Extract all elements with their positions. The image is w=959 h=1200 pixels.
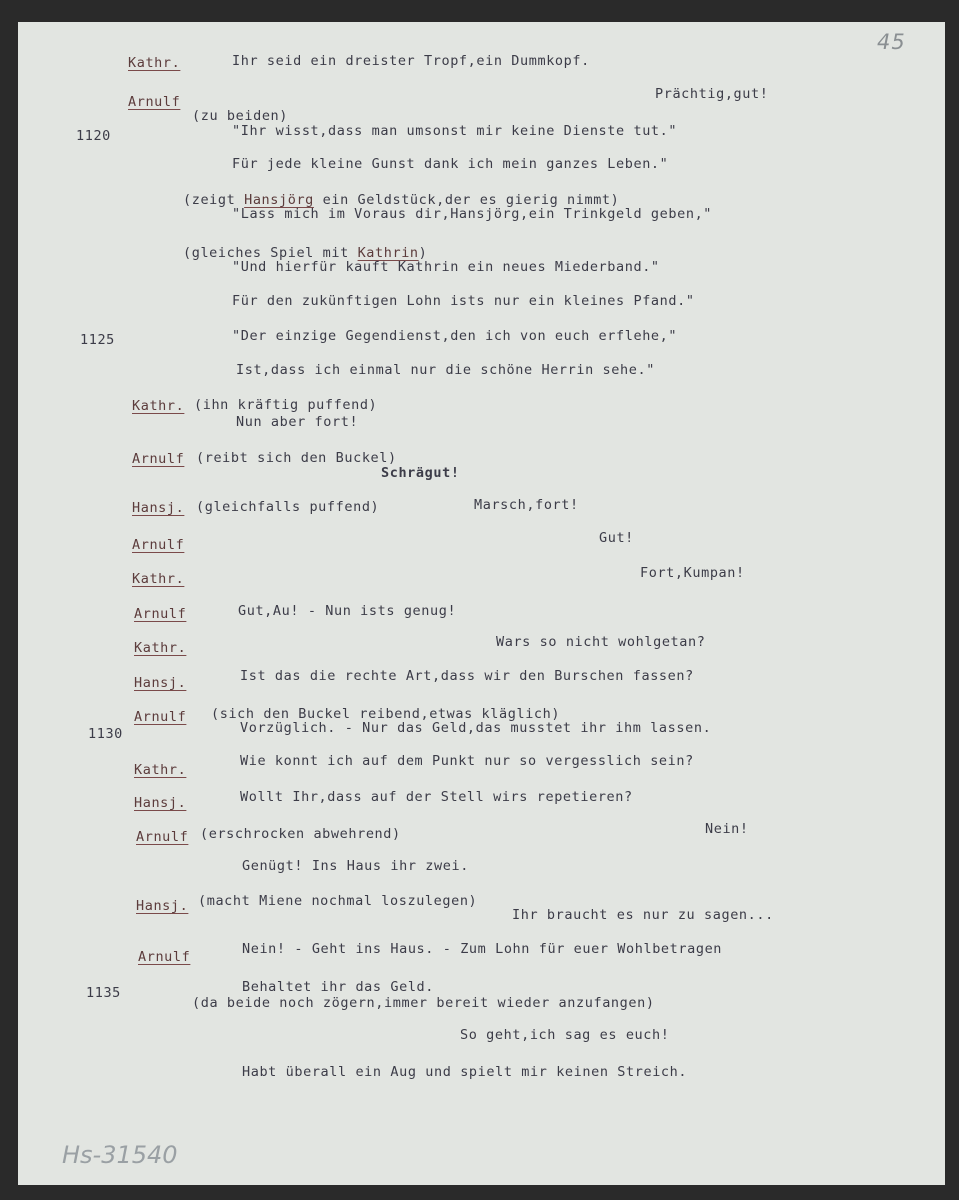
speaker-label: Arnulf <box>134 709 187 725</box>
dialogue-line: Schrägut! <box>381 465 460 481</box>
dialogue-line: Wie konnt ich auf dem Punkt nur so vergesslich sein? <box>240 753 694 769</box>
speaker-label: Arnulf <box>134 606 187 622</box>
stage-direction: (zu beiden) <box>192 108 289 124</box>
dialogue-line: Wars so nicht wohlgetan? <box>496 634 706 650</box>
speaker-label: Kathr. <box>128 55 181 71</box>
stage-direction: (gleichfalls puffend) <box>196 499 380 515</box>
speaker-label: Kathr. <box>132 398 185 414</box>
character-name: Kathrin <box>357 245 419 261</box>
speaker-label: Hansj. <box>134 675 187 691</box>
speaker-label: Kathr. <box>134 762 187 778</box>
speaker-label: Kathr. <box>134 640 187 656</box>
stage-direction: (reibt sich den Buckel) <box>196 450 397 466</box>
line-number: 1125 <box>80 332 115 348</box>
dialogue-line: Für den zukünftigen Lohn ists nur ein kleines Pfand." <box>232 293 695 309</box>
speaker-label: Arnulf <box>136 829 189 845</box>
dialogue-line: Für jede kleine Gunst dank ich mein ganzes Leben." <box>232 156 669 172</box>
dialogue-line: Ihr braucht es nur zu sagen... <box>512 907 774 923</box>
dialogue-line: Wollt Ihr,dass auf der Stell wirs repetieren? <box>240 789 633 805</box>
stage-direction: (da beide noch zögern,immer bereit wieder anzufangen) <box>192 995 655 1011</box>
dialogue-line: "Und hierfür kauft Kathrin ein neues Miederband." <box>232 259 660 275</box>
stage-direction: (erschrocken abwehrend) <box>200 826 401 842</box>
line-number: 1120 <box>76 128 111 144</box>
dialogue-line: Fort,Kumpan! <box>640 565 745 581</box>
dialogue-line: Nein! <box>705 821 749 837</box>
dialogue-line: "Der einzige Gegendienst,den ich von euch erflehe," <box>232 328 678 344</box>
direction-text: ) <box>418 245 428 261</box>
dialogue-line: Gut! <box>599 530 634 546</box>
direction-text: (gleiches Spiel mit <box>183 245 358 261</box>
stage-direction: (sich den Buckel reibend,etwas kläglich) <box>211 706 561 722</box>
dialogue-line: Ihr seid ein dreister Tropf,ein Dummkopf. <box>232 53 590 69</box>
speaker-label: Kathr. <box>132 571 185 587</box>
dialogue-line: So geht,ich sag es euch! <box>460 1027 670 1043</box>
dialogue-line: "Lass mich im Voraus dir,Hansjörg,ein Trinkgeld geben," <box>232 206 713 222</box>
dialogue-line: Behaltet ihr das Geld. <box>242 979 435 995</box>
page-number: 45 <box>877 30 906 54</box>
speaker-label: Hansj. <box>134 795 187 811</box>
dialogue-line: Ist das die rechte Art,dass wir den Burschen fassen? <box>240 668 694 684</box>
speaker-label: Arnulf <box>132 537 185 553</box>
direction-text: ein Geldstück,der es gierig nimmt) <box>313 192 620 208</box>
direction-text: (zeigt <box>183 192 245 208</box>
speaker-label: Arnulf <box>138 949 191 965</box>
dialogue-line: Nein! - Geht ins Haus. - Zum Lohn für euer Wohlbetragen <box>242 941 723 957</box>
line-number: 1135 <box>86 985 121 1001</box>
stage-direction: (macht Miene nochmal loszulegen) <box>198 893 478 909</box>
dialogue-line: Ist,dass ich einmal nur die schöne Herrin sehe." <box>236 362 655 378</box>
dialogue-line: Vorzüglich. - Nur das Geld,das musstet ihr ihm lassen. <box>240 720 712 736</box>
dialogue-line: "Ihr wisst,dass man umsonst mir keine Dienste tut." <box>232 123 678 139</box>
dialogue-line: Nun aber fort! <box>236 414 359 430</box>
speaker-label: Arnulf <box>128 94 181 110</box>
speaker-label: Hansj. <box>132 500 185 516</box>
dialogue-line: Habt überall ein Aug und spielt mir keinen Streich. <box>242 1064 688 1080</box>
speaker-label: Hansj. <box>136 898 189 914</box>
dialogue-line: Prächtig,gut! <box>655 86 769 102</box>
dialogue-line: Gut,Au! - Nun ists genug! <box>238 603 457 619</box>
dialogue-line: Genügt! Ins Haus ihr zwei. <box>242 858 469 874</box>
line-number: 1130 <box>88 726 123 742</box>
character-name: Hansjörg <box>244 192 314 208</box>
dialogue-line: Marsch,fort! <box>474 497 579 513</box>
speaker-label: Arnulf <box>132 451 185 467</box>
shelfmark-stamp: Hs-31540 <box>62 1141 178 1169</box>
stage-direction: (ihn kräftig puffend) <box>194 397 378 413</box>
